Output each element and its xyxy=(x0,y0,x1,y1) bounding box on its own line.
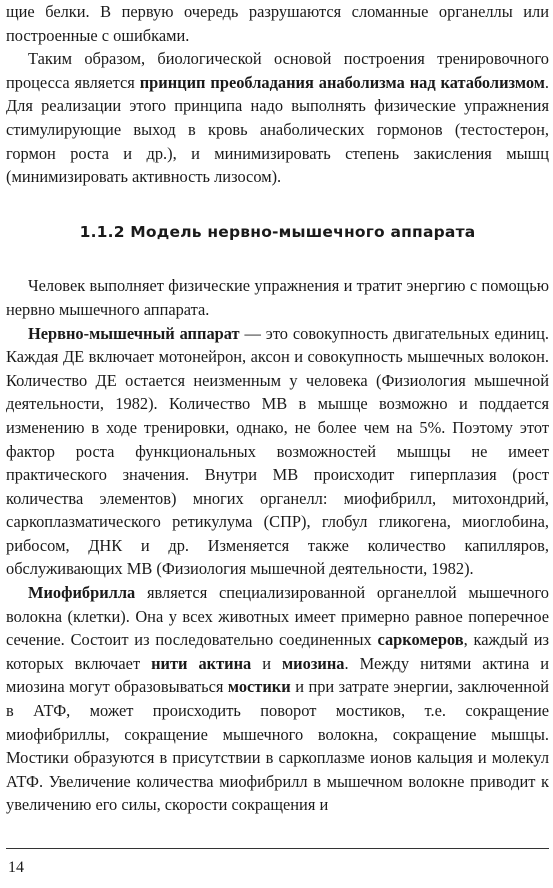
text-run: — это совокупность двигательных единиц. Каждая ДЕ включает мотонейрон, аксон и совокупность мышечных волокон. Количество ДЕ остается неизменным у человека (Физиология мышечной деятельности, 1982). Количество МВ в мышце возможно и поддается изменению в ходе тренировки, однако, не более чем на 5%. Поэтому этот фактор роста функциональных возможностей мышцы не имеет практического значения. Внутри МВ происходит гиперплазия (рост количества элементов) многих органелл: миофибрилл, митохондрий, саркоплазматического ретикулума (СПР), глобул гликогена, миоглобина, рибосом, ДНК и др. Изменяется также количество капилляров, обслуживающих МВ (Физиология мышечной деятельности, 1982). xyxy=(6,323,550,579)
text-run: . Для реализации этого принципа надо выполнять физические упражнения стимулирующие выход в кровь анаболических гормонов (тестостерон, гормон роста и др.), и минимизировать степень закисления мышц (минимизировать активность лизосом). xyxy=(6,72,549,187)
text-run: . Между нитями актина и миозина могут образовываться xyxy=(6,653,549,697)
bold-term-myofibril: Миофибрилла xyxy=(28,583,136,603)
page-body xyxy=(6,0,549,817)
paragraph-intro: Человек выполняет физические упражнения и тратит энергию с помощью нервно мышечного аппарата. xyxy=(6,276,549,319)
text-run: является специализированной органеллой мышечного волокна (клетки). Она у всех животных имеет примерно равное поперечное сечение. Состоит из последовательно соединенных xyxy=(6,583,549,650)
text-run: , каждый из которых включает xyxy=(6,630,549,673)
bold-term-neuromuscular-apparatus: Нервно-мышечный аппарат xyxy=(28,323,240,343)
page-number: 14 xyxy=(8,859,24,876)
paragraph-anabolism-principle xyxy=(6,47,549,189)
text-run: Таким образом, биологической основой построения тренировочного процесса является xyxy=(6,49,549,92)
text-run: и при затрате энергии, заключенной в АТФ, может происходить поворот мостиков, т.е. сокращение миофибриллы, сокращение мышечного волокна, сокращение мышцы. Мостики образуются в присутствии в саркоплазме ионов кальция и молекул АТФ. Увеличение количества миофибрилл в мышечном волокне приводит к увеличению его силы, скорости сокращения и xyxy=(6,677,549,815)
bold-term-sarcomeres: саркомеров xyxy=(377,630,464,650)
section-heading: 1.1.2 Модель нервно-мышечного аппарата xyxy=(79,222,476,241)
bold-term-myosin: миозина xyxy=(282,653,345,673)
bold-term-bridges: мостики xyxy=(227,677,291,697)
text-run: и xyxy=(251,653,283,673)
bold-term-anabolism-principle: принцип преобладания анаболизма над катаболизмом xyxy=(139,72,545,92)
footer-divider xyxy=(6,848,549,849)
paragraph-neuromuscular-apparatus xyxy=(6,322,549,582)
bold-term-actin-filaments: нити актина xyxy=(151,653,252,673)
paragraph-continuation: щие белки. В первую очередь разрушаются сломанные органеллы или построенные с ошибками. xyxy=(6,2,549,45)
paragraph-myofibril xyxy=(6,581,549,817)
